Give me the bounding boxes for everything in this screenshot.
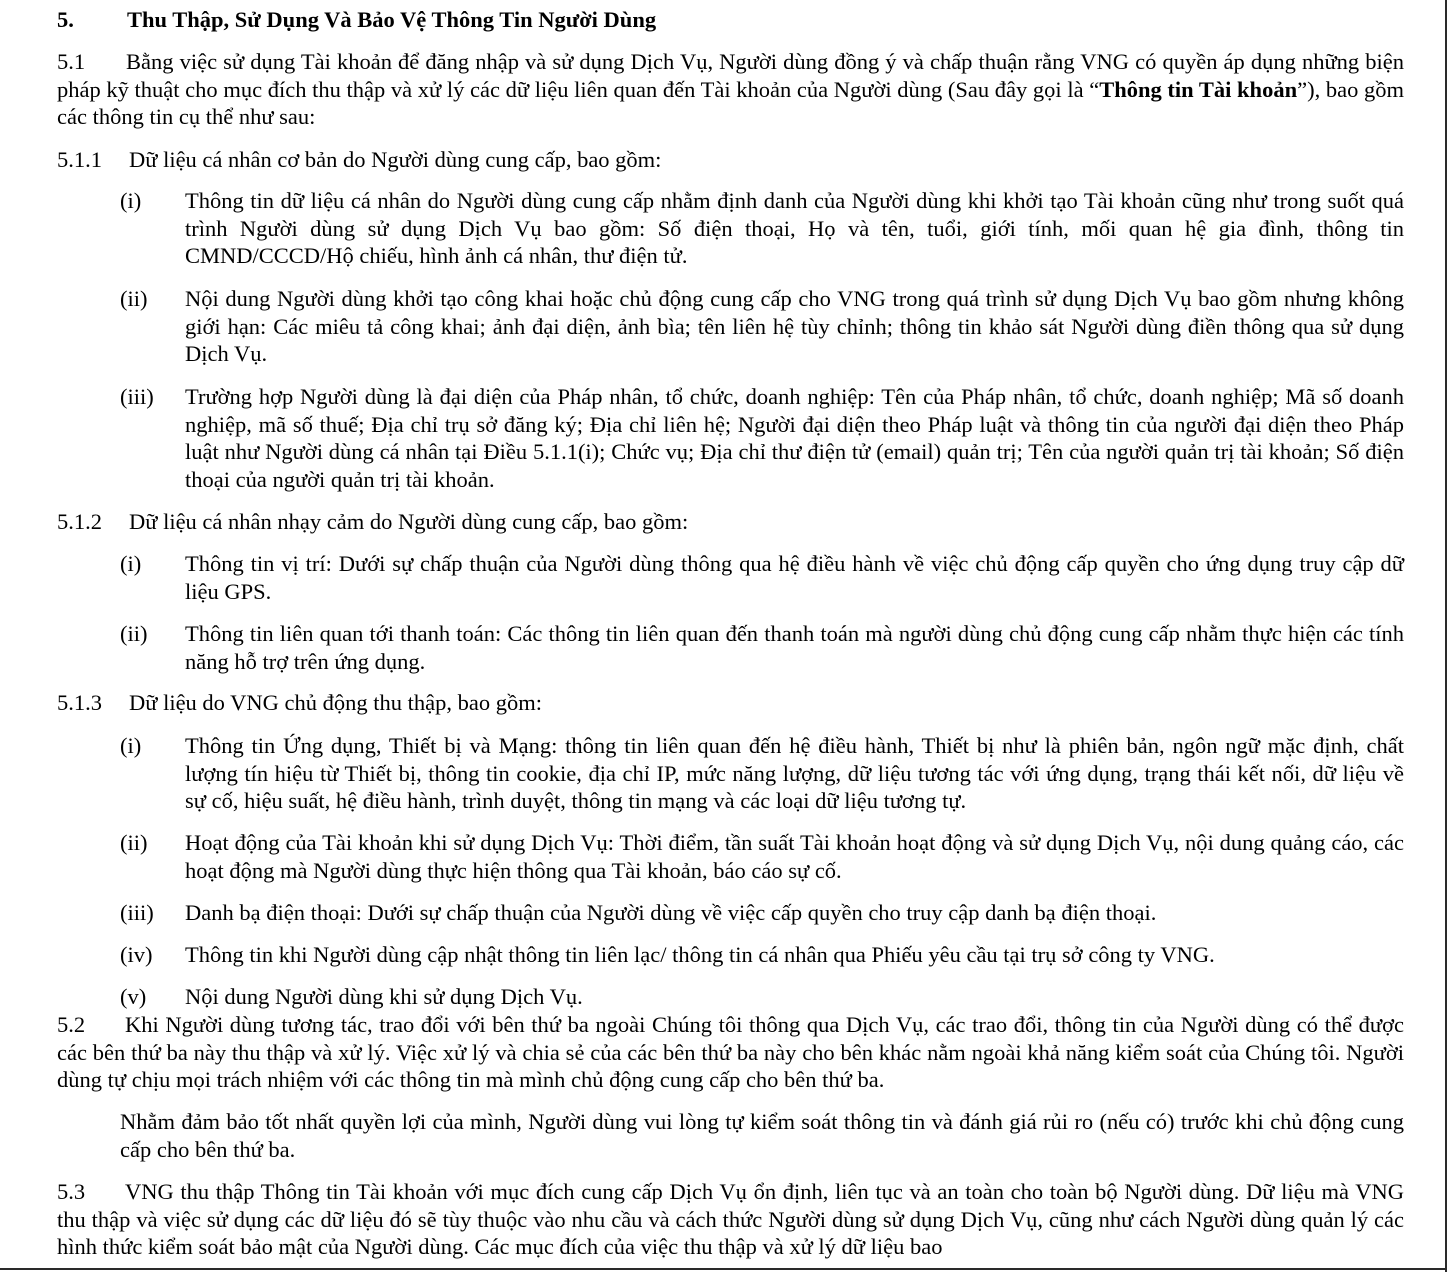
list-item [120,620,1404,675]
item-text: Thông tin Ứng dụng, Thiết bị và Mạng: thông tin liên quan đến hệ điều hành, Thiết bị như là phiên bản, ngôn ngữ mặc định, chất lượng tín hiệu từ Thiết bị, thông tin cookie, địa chỉ IP, mức năng lượng, dữ liệu tương tác với ứng dụng, trạng thái kết nối, dữ liệu về sự cố, hiệu suất, hệ điều hành, trình duyệt, thông tin mạng và các loại dữ liệu tương tự. [185,733,1404,813]
subclause-title: Dữ liệu cá nhân cơ bản do Người dùng cung cấp, bao gồm: [129,147,662,172]
item-text: Hoạt động của Tài khoản khi sử dụng Dịch Vụ: Thời điểm, tần suất Tài khoản hoạt động và sử dụng Dịch Vụ, nội dung quảng cáo, các hoạt động mà Người dùng thực hiện thông qua Tài khoản, báo cáo sự cố. [185,830,1404,883]
clause-number: 5.3 [57,1179,86,1204]
subclause-title: Dữ liệu do VNG chủ động thu thập, bao gồm: [129,690,542,715]
subclause-number: 5.1.3 [57,690,102,715]
clause-text: Bằng việc sử dụng Tài khoản để đăng nhập và sử dụng Dịch Vụ, Người dùng đồng ý và chấp thuận rằng VNG có quyền áp dụng những biện pháp kỹ thuật cho mục đích thu thập và xử lý các dữ liệu liên quan đến Tài khoản của Người dùng (Sau đây gọi là “ [57,49,1404,102]
item-roman: (iii) [120,900,154,925]
clause-5-3 [57,1178,1404,1261]
item-roman: (iii) [120,384,154,409]
subclause-number: 5.1.2 [57,509,102,534]
section-number: 5. [57,7,74,32]
defined-term: Thông tin Tài khoản [1099,76,1298,102]
item-roman: (iv) [120,942,153,967]
item-text: Nội dung Người dùng khi sử dụng Dịch Vụ. [185,984,583,1009]
subclause-5-1-1 [57,146,661,174]
item-text: Trường hợp Người dùng là đại diện của Pháp nhân, tổ chức, doanh nghiệp: Tên của Pháp nhân, tổ chức, doanh nghiệp; Mã số doanh nghiệp, mã số thuế; Địa chỉ trụ sở đăng ký; Địa chỉ liên hệ; Người đại diện theo Pháp luật và thông tin của người đại diện theo Pháp luật như Người dùng cá nhân tại Điều 5.1.1(i); Chức vụ; Địa chỉ thư điện tử (email) quản trị; Tên của người quản trị tài khoản; Số điện thoại của người quản trị tài khoản. [185,384,1404,492]
item-text: Thông tin vị trí: Dưới sự chấp thuận của Người dùng thông qua hệ điều hành về việc chủ động cấp quyền cho ứng dụng truy cập dữ liệu GPS. [185,551,1404,604]
list-item [120,829,1404,884]
item-text: Thông tin dữ liệu cá nhân do Người dùng cung cấp nhằm định danh của Người dùng khi khởi tạo Tài khoản cũng như trong suốt quá trình Người dùng sử dụng Dịch Vụ bao gồm: Số điện thoại, Họ và tên, tuổi, giới tính, mối quan hệ gia đình, thông tin CMND/CCCD/Hộ chiếu, hình ảnh cá nhân, thư điện tử. [185,188,1404,268]
clause-text: Khi Người dùng tương tác, trao đổi với bên thứ ba ngoài Chúng tôi thông qua Dịch Vụ, các trao đổi, thông tin của Người dùng có thể được các bên thứ ba này thu thập và xử lý. Việc xử lý và chia sẻ của các bên thứ ba này cho bên khác nằm ngoài khả năng kiểm soát của Chúng tôi. Người dùng tự chịu mọi trách nhiệm với các thông tin mà mình chủ động cung cấp cho bên thứ ba. [57,1012,1404,1092]
item-roman: (v) [120,984,147,1009]
section-heading [57,6,656,34]
list-item [120,285,1404,368]
list-item [120,187,1404,270]
subclause-5-1-2 [57,508,688,536]
subclause-number: 5.1.1 [57,147,102,172]
list-item [120,383,1404,493]
list-item [120,550,1404,605]
subclause-5-1-3 [57,689,542,717]
clause-text-end: ”), bao gồm các thông tin cụ thể như sau: [57,76,1404,129]
item-text: Thông tin khi Người dùng cập nhật thông tin liên lạc/ thông tin cá nhân qua Phiếu yêu cầu tại trụ sở công ty VNG. [185,942,1215,967]
item-roman: (i) [120,551,142,576]
item-roman: (ii) [120,830,148,855]
list-item [120,941,1404,969]
item-text: Nội dung Người dùng khởi tạo công khai hoặc chủ động cung cấp cho VNG trong quá trình sử dụng Dịch Vụ bao gồm nhưng không giới hạn: Các miêu tả công khai; ảnh đại diện, ảnh bìa; tên liên hệ tùy chỉnh; thông tin khảo sát Người dùng điền thông qua sử dụng Dịch Vụ. [185,286,1404,366]
clause-number: 5.2 [57,1012,86,1037]
page-bottom-divider [0,1268,1447,1270]
item-text: Danh bạ điện thoại: Dưới sự chấp thuận của Người dùng về việc cấp quyền cho truy cập danh bạ điện thoại. [185,900,1157,925]
list-item [120,899,1404,927]
clause-5-2-note: Nhằm đảm bảo tốt nhất quyền lợi của mình, Người dùng vui lòng tự kiểm soát thông tin và đánh giá rủi ro (nếu có) trước khi chủ động cung cấp cho bên thứ ba. [120,1109,1404,1162]
item-roman: (i) [120,188,142,213]
subclause-title: Dữ liệu cá nhân nhạy cảm do Người dùng cung cấp, bao gồm: [129,509,689,534]
clause-number: 5.1 [57,49,86,74]
clause-5-2 [57,1011,1404,1094]
section-title: Thu Thập, Sử Dụng Và Bảo Vệ Thông Tin Người Dùng [127,7,657,32]
item-roman: (i) [120,733,142,758]
clause-text: VNG thu thập Thông tin Tài khoản với mục đích cung cấp Dịch Vụ ổn định, liên tục và an toàn cho toàn bộ Người dùng. Dữ liệu mà VNG thu thập và việc sử dụng các dữ liệu đó sẽ tùy thuộc vào nhu cầu và cách thức Người dùng sử dụng Dịch Vụ, cũng như cách Người dùng quản lý các hình thức kiểm soát bảo mật của Người dùng. Các mục đích của việc thu thập và xử lý dữ liệu bao [57,1179,1404,1259]
item-text: Thông tin liên quan tới thanh toán: Các thông tin liên quan đến thanh toán mà người dùng chủ động cung cấp nhằm thực hiện các tính năng hỗ trợ trên ứng dụng. [185,621,1404,674]
item-roman: (ii) [120,286,148,311]
list-item [120,732,1404,815]
item-roman: (ii) [120,621,148,646]
list-item [120,983,1404,1011]
page-edge-divider [1445,0,1447,1272]
clause-5-1 [57,48,1404,131]
